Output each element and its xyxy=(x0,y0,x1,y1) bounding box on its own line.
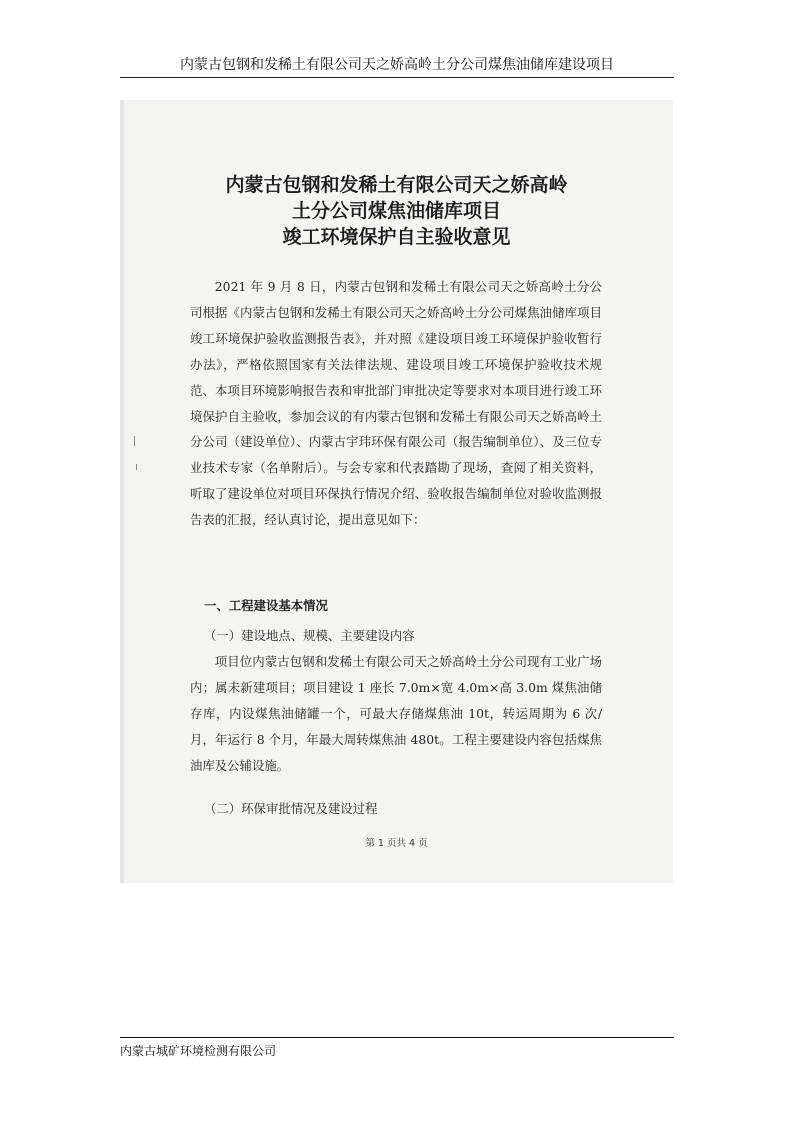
footer-rule xyxy=(120,1037,674,1038)
subsection-heading: （一）建设地点、规模、主要建设内容 xyxy=(204,628,415,643)
scanned-document xyxy=(120,100,673,883)
scan-mark xyxy=(136,464,137,470)
subsection-heading: （二）环保审批情况及建设过程 xyxy=(204,801,378,816)
page-footer: 内蒙古城矿环境检测有限公司 xyxy=(120,1044,277,1058)
title-line: 竣工环境保护自主验收意见 xyxy=(282,226,511,248)
construction-paragraph: 项目位内蒙古包钢和发稀土有限公司天之娇高岭土分公司现有工业广场内；属未新建项目；项目建设 1 座长 7.0m×宽 4.0m×高 3.0m 煤焦油储存库，内设煤焦油储罐一个，可最大存储煤焦油 10t，转运周期为 6 次/月，年运行 8 个月，年最大周转煤焦油 480t。工程主要建设内容包括煤焦油库及公辅设施。 xyxy=(190,654,602,773)
title-line: 内蒙古包钢和发稀土有限公司天之娇高岭 xyxy=(225,174,568,196)
header-rule xyxy=(120,77,674,78)
intro-paragraph: 2021 年 9 月 8 日，内蒙古包钢和发稀土有限公司天之娇高岭土分公司根据《内蒙古包钢和发稀土有限公司天之娇高岭土分公司煤焦油储库项目竣工环境保护验收监测报告表》，并对照《建设项目竣工环境保护验收暂行办法》，严格依照国家有关法律法规、建设项目竣工环境保护验收技术规范、本项目环境影响报告表和审批部门审批决定等要求对本项目进行竣工环境保护自主验收，参加会议的有内蒙古包钢和发稀土有限公司天之娇高岭土分公司（建设单位）、内蒙古宇玮环保有限公司（报告编制单位）、及三位专业技术专家（名单附后）。与会专家和代表踏勘了现场，查阅了相关资料，听取了建设单位对项目环保执行情况介绍、验收报告编制单位对验收监测报告表的汇报，经认真讨论，提出意见如下： xyxy=(190,279,602,528)
section-heading: 一、工程建设基本情况 xyxy=(204,598,328,613)
page-header: 内蒙古包钢和发稀土有限公司天之娇高岭土分公司煤焦油储库建设项目 xyxy=(180,57,614,73)
intro-section xyxy=(190,274,602,533)
construction-section xyxy=(190,649,602,779)
scan-mark xyxy=(134,436,135,446)
scan-page-number: 第 1 页共 4 页 xyxy=(365,838,428,849)
document-title xyxy=(120,172,673,250)
title-line: 土分公司煤焦油储库项目 xyxy=(291,200,501,222)
